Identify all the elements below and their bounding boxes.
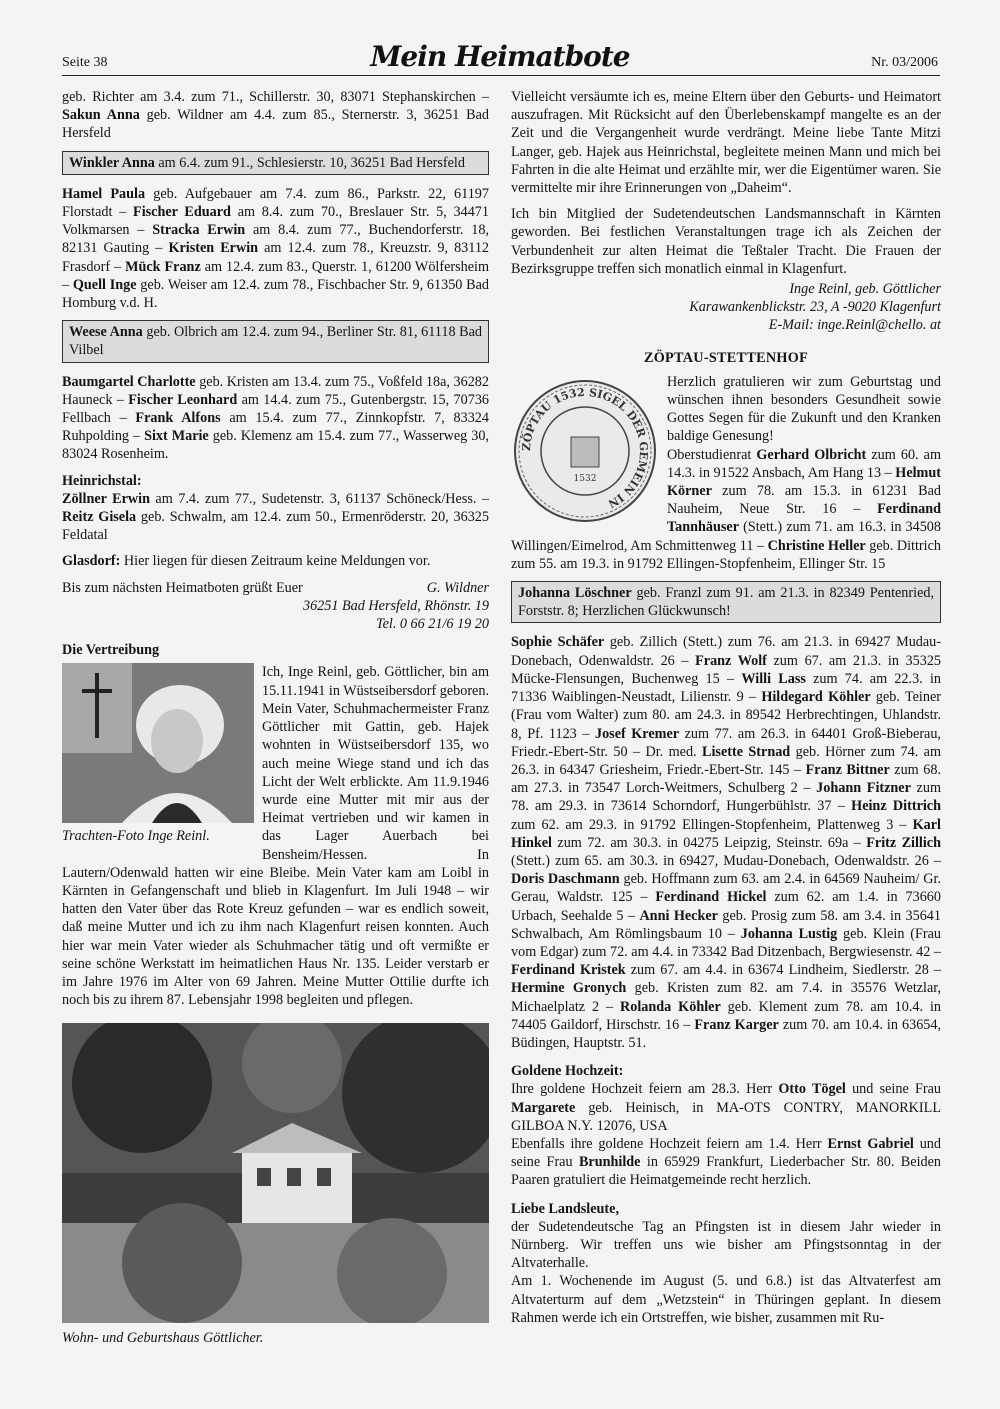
person-name: Anni Hecker: [639, 907, 718, 924]
article-paragraph: der Sudetendeutsche Tag an Pfingsten ist in diesem Jahr wieder in Nürnberg. Wir treffen uns wie bisher am Pfingstsonntag in der Altvaterhalle.: [511, 1218, 941, 1272]
person-name: Margarete: [511, 1099, 576, 1116]
photo-caption: Wohn- und Geburtshaus Göttlicher.: [62, 1330, 264, 1347]
highlight-box: Winkler Anna am 6.4. zum 91., Schlesierstr. 10, 36251 Bad Hersfeld: [62, 151, 489, 175]
section-label: Heinrichstal:: [62, 472, 142, 489]
left-column: [62, 88, 489, 1348]
section-label: Goldene Hochzeit:: [511, 1063, 624, 1080]
person-name: Helmut Körner: [667, 464, 941, 500]
birthday-list-cont: geb. Richter am 3.4. zum 71., Schillerstr. 30, 83071 Stephanskirchen – Sakun Anna geb. Wildner am 4.4. zum 85., Sternerstr. 3, 36251 Bad Hersfeld: [62, 89, 489, 142]
person-name: Karl Hinkel: [511, 816, 941, 851]
person-name: Franz Wolf: [695, 652, 767, 669]
person-name: Christine Heller: [767, 537, 866, 554]
highlight-box: Weese Anna geb. Olbrich am 12.4. zum 94., Berliner Str. 81, 61118 Bad Vilbel: [62, 320, 489, 362]
birthday-list: Baumgartel Charlotte geb. Kristen am 13.4. zum 75., Voßfeld 18a, 36282 Hauneck – Fischer Leonhard am 14.4. zum 75., Gutenbergstr. 15, 70736 Fellbach – Frank Alfons am 15.4. zum 77., Zinnkopfstr. 7, 83324 Ruhpolding – Sixt Marie geb. Klemenz am 15.4. zum 77., Wasserweg 30, 83024 Rosenheim.: [62, 373, 490, 463]
person-name: Josef Kremer: [594, 725, 680, 742]
person-name: Brunhilde: [578, 1154, 641, 1171]
article-title: Die Vertreibung: [62, 642, 160, 659]
header-rule: [62, 75, 940, 76]
person-name: Fischer Leonhard: [128, 391, 238, 408]
birthday-list: Hamel Paula geb. Aufgebauer am 7.4. zum 86., Parkstr. 22, 61197 Florstadt – Fischer Eduard am 8.4. zum 70., Breslauer Str. 5, 34471 Volkmarsen – Stracka Erwin am 8.4. zum 77., Buchendorferstr. 18, 82131 Gauting – Kristen Erwin am 12.4. zum 78., Kreuzstr. 9, 83112 Frasdorf – Mück Franz am 12.4. zum 83., Querstr. 1, 61200 Wölfersheim – Quell Inge geb. Weiser am 12.4. zum 78., Fischbacher Str. 9, 61350 Bad Homburg v.d. H.: [62, 185, 490, 312]
person-name: Otto Tögel: [778, 1081, 846, 1098]
person-name: Ernst Gabriel: [827, 1135, 914, 1152]
portrait-photo-block: [62, 663, 254, 845]
person-name: Ferdinand Tannhäuser: [667, 501, 941, 536]
municipal-seal-icon: [511, 377, 659, 525]
person-name: Sixt Marie: [144, 428, 209, 445]
person-name: Johanna Lustig: [740, 925, 838, 942]
portrait-illustration: [62, 663, 254, 823]
signature: Inge Reinl, geb. Göttlicher: [789, 281, 941, 298]
house-photo: [62, 1023, 489, 1323]
greeting-text: Herzlich gratulieren wir zum Geburtstag und wünschen ihnen besonders Gesundheit sowie Gottes Segen für die Zukunft und den Kranken baldige Genesung!: [667, 373, 941, 445]
article-paragraph: Ich bin Mitglied der Sudetendeutschen Landsmannschaft in Kärnten geworden. Bei festlichen Veranstaltungen trage ich als Zeichen der Verbundenheit zur alten Heimat die Teßtaler Tracht. Die Frauen der Bezirksgruppe treffen sich monatlich einmal in Klagenfurt.: [511, 206, 941, 277]
svg-text:ZÖPTAU 1532 SIGEL DER GEMEIN I: ZÖPTAU 1532 SIGEL DER GEMEIN IN: [519, 385, 651, 511]
person-name: Stracka Erwin: [152, 222, 246, 239]
person-name: Fritz Zillich: [866, 834, 941, 851]
person-name: Hildegard Köhler: [761, 689, 871, 706]
article-paragraph: Vielleicht versäumte ich es, meine Eltern über den Geburts- und Heimatort auszufragen. Mit Rücksicht auf den Überlebenskampf mangelte es an der Zeit und die Vergangenheit wurde verdrängt. Meine liebe Tante Mitzi Langer, geb. Hajek aus Heinrichstal, begleitete meinen Mann und mich bei Fahrten in die alte Heimat und erzählte mir, wer die Eigentümer waren. Sie vermittelte mir ihre Erinnerungen von „Daheim“.: [511, 89, 941, 197]
person-name: Ferdinand Hickel: [655, 889, 767, 906]
person-name: Lisette Strnad: [702, 743, 791, 760]
person-name: Heinz Dittrich: [851, 798, 941, 815]
person-name: Franz Bittner: [805, 761, 890, 778]
person-name: Reitz Gisela: [62, 509, 137, 526]
person-name: Johann Fitzner: [816, 780, 911, 797]
svg-text:1532: 1532: [573, 473, 597, 484]
person-name: Weese Anna: [69, 324, 143, 341]
person-name: Kristen Erwin: [168, 240, 259, 257]
section-label: Liebe Landsleute,: [511, 1200, 619, 1217]
person-name: Sakun Anna: [62, 107, 140, 124]
person-name: Gerhard Olbricht: [756, 446, 867, 463]
page-number: Seite 38: [62, 55, 108, 70]
zoeptau-section: [511, 373, 941, 573]
anniversary-text: Ihre goldene Hochzeit feiern am 28.3. Herr Otto Tögel und seine Frau Margarete geb. Heinisch, in MA-OTS CONTRY, MANORKILL GILBOA N.Y. 12076, USA: [511, 1081, 941, 1134]
person-name: Johanna Löschner: [518, 585, 632, 602]
portrait-photo: [62, 663, 254, 823]
right-column: Vielleicht versäumte ich es, meine Eltern über den Geburts- und Heimatort auszufragen. Mit Rücksicht auf den Überlebenskampf mangelte es an der Zeit und die Vergangenheit wurde verdrängt. Meine liebe Tante Mitzi Langer, geb. Hajek aus Heinrichstal, begleitete meinen Mann und mich bei Fahrten in die alte Heimat und erzählte mir, wer die Eigentümer waren. Sie vermittelte mir ihre Erinnerungen von „Daheim“. Ich bin Mitglied der Sudetendeutschen Landsmannschaft in Kärnten geworden. Bei festlichen Veranstaltungen trage ich als Zeichen der Verbundenheit zur alten Heimat die Teßtaler Tracht. Die Frauen der Bezirksgruppe treffen sich monatlich einmal in Klagenfurt. Inge Reinl, geb. Göttlicher Karawankenblickstr. 23, A -9020 Klagenfurt E-Mail: inge.Reinl@chello. at ZÖPTAU-STETTENHOF ZÖPTAU 1532 SIGEL DER GEMEIN IN 1532 Herzlich gratulieren wir zum Geburtstag und wünschen ihnen besonders Gesundheit sowie Gottes Segen für die Zukunft und den Kranken baldige Genesung! Oberstudienrat Gerhard Olbricht zum 60. am 14.3. in 91522 Ansbach, Am Hang 13 – Helmut Körner zum 78. am 15.3. in 61231 Bad Nauheim, Neue Str. 16 – Ferdinand Tannhäuser (Stett.) zum 71. am 16.3. in 34508 Willingen/Eimelrod, Am Schmittenweg 11 – Christine Heller geb. Dittrich zum 55. am 19.3. in 91792 Ellingen-Stopfenheim, Ellinger Str. 15 Johanna Löschner geb. Franzl zum 91. am 21.3. in 82349 Pentenried, Forststr. 8; Herzlichen Glückwunsch! Sophie Schäfer geb. Zillich (Stett.) zum 76. am 21.3. in 69427 Mudau-Donebach, Odenwaldstr. 26 – Franz Wolf zum 67. am 21.3. in 35325 Mücke-Flensungen, Buchenweg 15 – Willi Lass zum 74. am 22.3. in 71336 Waiblingen-Neustadt, Lilienstr. 9 – Hildegard Köhler geb. Teiner (Frau vom Walter) zum 80. am 24.3. in 89542 Herbrechtingen, Uhlandstr. 8, Pf. 1123 – Josef Kremer zum 77. am 26.3. in 64401 Groß-Bieberau, Friedr.-Ebert-Str. 50 – Dr. med. Lisette Strnad geb. Hörner zum 74. am 26.3. in 64347 Griesheim, Friedr.-Ebert-Str. 145 – Franz Bittner zum 68. am 27.3. in 73547 Lorch-Weitmers, Schulberg 2 – Johann Fitzner zum 78. am 29.3. in 73614 Schorndorf, Hungerbühlstr. 37 – Heinz Dittrich zum 62. am 29.3. in 91792 Ellingen-Stopfenheim, Plattenweg 3 – Karl Hinkel zum 72. am 30.3. in 04275 Leipzig, Steinstr. 69a – Fritz Zillich (Stett.) zum 65. am 30.3. in 69427, Mudau-Donebach, Odenwaldstr. 26 – Doris Daschmann geb. Hoffmann zum 63. am 2.4. in 64569 Nauheim/ Gr. Gerau, Waldstr. 125 – Ferdinand Hickel zum 62. am 1.4. in 73660 Urbach, Seehalde 5 – Anni Hecker geb. Prosig zum 58. am 3.4. in 35641 Schwalbach, Am Römlingsbaum 10 – Johanna Lustig geb. Klein (Frau vom Edgar) zum 72. am 4.4. in 73342 Bad Ditzenbach, Bergwiesenstr. 42 – Ferdinand Kristek zum 67. am 4.4. in 63674 Lindheim, Siedlerstr. 28 – Hermine Gronych geb. Kristen zum 82. am 7.4. in 35576 Wetzlar, Michaelplatz 2 – Rolanda Köhler geb. Klement zum 78. am 10.4. in 74405 Gaildorf, Hirschstr. 16 – Franz Karger zum 70. am 10.4. in 63654, Büdingen, Hauptstr. 51. Goldene Hochzeit: Ihre goldene Hochzeit feiern am 28.3. Herr Otto Tögel und seine Frau Margarete geb. Heinisch, in MA-OTS CONTRY, MANORKILL GILBOA N.Y. 12076, USA Ebenfalls ihre goldene Hochzeit feiern am 1.4. Herr Ernst Gabriel und seine Frau Brunhilde in 65929 Frankfurt, Liederbacher Str. 80. Beiden Paaren gratuliert die Heimatgemeinde recht herzlich. Liebe Landsleute, der Sudetendeutsche Tag an Pfingsten ist in diesem Jahr wieder in Nürnberg. Wir treffen uns wie bisher am Pfingstsonntag in der Altvaterhalle. Am 1. Wochenende im August (5. und 6.8.) ist das Altvaterfest am Altvaterturm auf dem „Wetzstein“ in Thüringen geplant. In diesem Rahmen werde ich ein Ortstreffen, wie bisher, zusammen mit Ru-: [511, 89, 942, 1326]
person-name: Mück Franz: [125, 258, 201, 275]
birthday-list: Oberstudienrat Gerhard Olbricht zum 60. am 14.3. in 91522 Ansbach, Am Hang 13 – Helmut Körner zum 78. am 15.3. in 61231 Bad Nauheim, Neue Str. 16 – Ferdinand Tannhäuser (Stett.) zum 71. am 16.3. in 34508 Willingen/Eimelrod, Am Schmittenweg 11 – Christine Heller geb. Dittrich zum 55. am 19.3. in 91792 Ellingen-Stopfenheim, Ellinger Str. 15: [511, 446, 942, 572]
birthday-list: Sophie Schäfer geb. Zillich (Stett.) zum 76. am 21.3. in 69427 Mudau-Donebach, Odenwaldstr. 26 – Franz Wolf zum 67. am 21.3. in 35325 Mücke-Flensungen, Buchenweg 15 – Willi Lass zum 74. am 22.3. in 71336 Waiblingen-Neustadt, Lilienstr. 9 – Hildegard Köhler geb. Teiner (Frau vom Walter) zum 80. am 24.3. in 89542 Herbrechtingen, Uhlandstr. 8, Pf. 1123 – Josef Kremer zum 77. am 26.3. in 64401 Groß-Bieberau, Friedr.-Ebert-Str. 50 – Dr. med. Lisette Strnad geb. Hörner zum 74. am 26.3. in 64347 Griesheim, Friedr.-Ebert-Str. 145 – Franz Bittner zum 68. am 27.3. in 73547 Lorch-Weitmers, Schulberg 2 – Johann Fitzner zum 78. am 29.3. in 73614 Schorndorf, Hungerbühlstr. 37 – Heinz Dittrich zum 62. am 29.3. in 91792 Ellingen-Stopfenheim, Plattenweg 3 – Karl Hinkel zum 72. am 30.3. in 04275 Leipzig, Steinstr. 69a – Fritz Zillich (Stett.) zum 65. am 30.3. in 69427, Mudau-Donebach, Odenwaldstr. 26 – Doris Daschmann geb. Hoffmann zum 63. am 2.4. in 64569 Nauheim/ Gr. Gerau, Waldstr. 125 – Ferdinand Hickel zum 62. am 1.4. in 73660 Urbach, Seehalde 5 – Anni Hecker geb. Prosig zum 58. am 3.4. in 35641 Schwalbach, Am Römlingsbaum 10 – Johanna Lustig geb. Klein (Frau vom Edgar) zum 72. am 4.4. in 73342 Bad Ditzenbach, Bergwiesenstr. 42 – Ferdinand Kristek zum 67. am 4.4. in 63674 Lindheim, Siedlerstr. 28 – Hermine Gronych geb. Kristen zum 82. am 7.4. in 35576 Wetzlar, Michaelplatz 2 – Rolanda Köhler geb. Klement zum 78. am 10.4. in 74405 Gaildorf, Hirschstr. 16 – Franz Karger zum 70. am 10.4. in 63654, Büdingen, Hauptstr. 51.: [511, 634, 942, 1051]
highlight-box: Johanna Löschner geb. Franzl zum 91. am 21.3. in 82349 Pentenried, Forststr. 8; Herzlichen Glückwunsch!: [511, 581, 941, 623]
person-name: Hamel Paula: [62, 185, 146, 202]
person-name: Winkler Anna: [69, 154, 155, 171]
person-name: Doris Daschmann: [511, 871, 620, 888]
person-name: Fischer Eduard: [133, 204, 231, 221]
person-name: Rolanda Köhler: [620, 998, 721, 1015]
person-name: Zöllner Erwin: [62, 490, 150, 507]
person-name: Willi Lass: [741, 670, 806, 687]
issue-number: Nr. 03/2006: [871, 55, 938, 70]
article-paragraph: Am 1. Wochenende im August (5. und 6.8.) ist das Altvaterfest am Altvaterturm auf dem „Wetzstein“ in Thüringen geplant. In diesem Rahmen werde ich ein Ortstreffen, wie bisher, zusammen mit Ru-: [511, 1273, 941, 1326]
article-body: Trachten-Foto Inge Reinl. Ich, Inge Reinl, geb. Göttlicher, bin am 15.11.1941 in Wüstseibersdorf geboren. Mein Vater, Schuhmachermeister Franz Göttlicher mit Gattin, geb. Hajek wohnten in Wüstseibersdorf 135, wo auch meine Wiege stand und ich das Licht der Welt erblickte. Am 11.9.1946 wurde eine Mutter mit mir aus der Heimat vertrieben und wir kamen in das Lager Auerbach bei Bensheim/Hessen. In Lautern/Odenwald hatten wir eine Bleibe. Mein Vater kam am Loibl in Kärnten in Gefangenschaft und blieb in Klagenfurt. Im Juli 1948 – wir hatten den Vater über das Rote Kreuz gefunden – war es endlich soweit, daß meine Mutter und ich zu ihm nach Klagenfurt reisen konnten. Auch hier war mein Vater wieder als Schuhmacher tätig und oft vermißte er seine schöne Werkstatt im heimatlichen Haus Nr. 135. Leider verstarb er im Jahre 1976 im Alter von 69 Jahren. Meine Mutter Ottilie durfte ich noch bis zu ihrem 87. Lebensjahr 1998 begleiten und pflegen.: [62, 664, 489, 1009]
glasdorf-note: Glasdorf: Hier liegen für diesen Zeitraum keine Meldungen vor.: [62, 553, 431, 570]
person-name: Franz Karger: [694, 1016, 779, 1033]
closing-greeting: Bis zum nächsten Heimatboten grüßt Euer G. Wildner 36251 Bad Hersfeld, Rhönstr. 19 Tel. 0 66 21/6 19 20: [62, 579, 489, 633]
person-name: Sophie Schäfer: [511, 634, 605, 651]
section-heading: ZÖPTAU-STETTENHOF: [643, 349, 809, 366]
photo-caption: Trachten-Foto Inge Reinl.: [62, 828, 210, 845]
masthead-logo: Mein Heimatbote: [370, 40, 630, 73]
birthday-list: Zöllner Erwin am 7.4. zum 77., Sudetenstr. 3, 61137 Schöneck/Hess. – Reitz Gisela geb. Schwalm, am 12.4. zum 50., Ermenröderstr. 20, 36325 Feldatal: [62, 490, 489, 544]
person-name: Frank Alfons: [135, 410, 221, 427]
person-name: Quell Inge: [72, 276, 137, 293]
house-illustration: [62, 1023, 489, 1323]
person-name: Baumgartel Charlotte: [62, 373, 196, 390]
person-name: Hermine Gronych: [511, 980, 627, 997]
anniversary-text: Ebenfalls ihre goldene Hochzeit feiern am 1.4. Herr Ernst Gabriel und seine Frau Brunhilde in 65929 Frankfurt, Liederbacher Str. 80. Beiden Paaren gratuliert die Heimatgemeinde recht herzlich.: [511, 1135, 941, 1189]
signature: G. Wildner: [426, 579, 489, 596]
person-name: Ferdinand Kristek: [511, 962, 626, 979]
